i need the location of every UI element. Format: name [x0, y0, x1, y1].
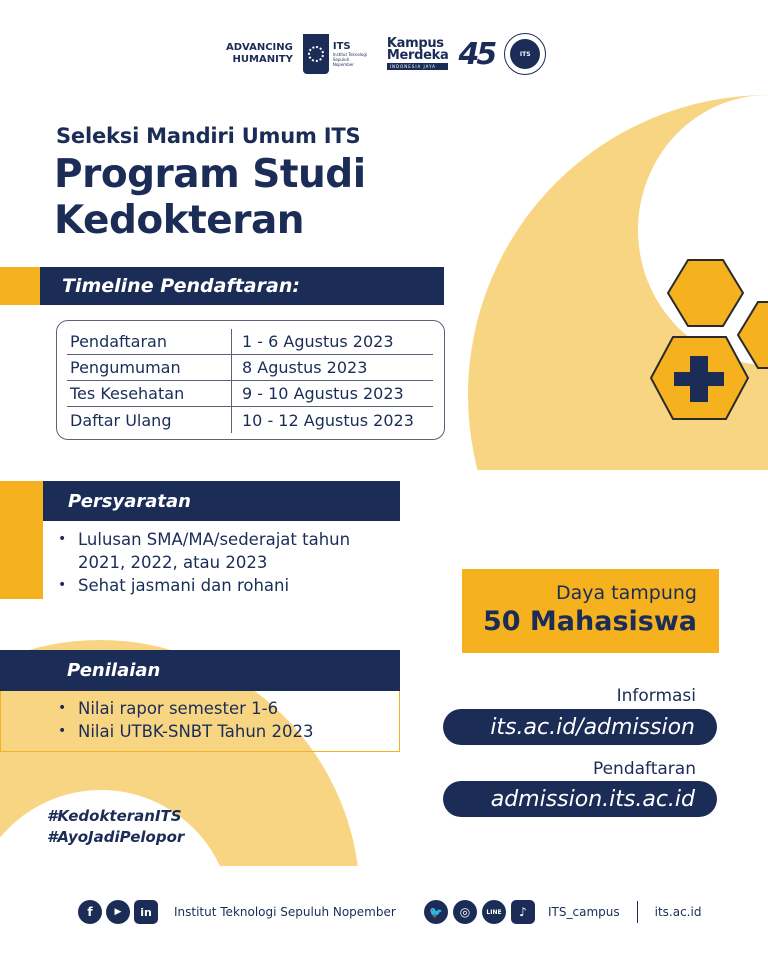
website-link[interactable]: its.ac.id	[654, 905, 702, 919]
persyaratan-accent	[0, 481, 43, 599]
persyaratan-heading: Persyaratan	[43, 481, 400, 521]
table-row: Pendaftaran 1 - 6 Agustus 2023	[67, 329, 433, 355]
info-label: Informasi	[616, 686, 696, 706]
facebook-icon[interactable]: f	[78, 900, 102, 924]
footer-left	[78, 900, 396, 924]
medical-hexagons-icon	[648, 255, 768, 425]
penilaian-list	[58, 697, 398, 743]
partner-logos	[226, 28, 546, 80]
social-handle: ITS_campus	[548, 905, 620, 919]
list-item: • Nilai rapor semester 1-6	[58, 699, 279, 718]
persyaratan-list	[58, 528, 398, 597]
page-title: Program Studi Kedokteran	[54, 152, 366, 243]
bullet-icon: •	[58, 531, 67, 547]
institution-name: Institut Teknologi Sepuluh Nopember	[174, 905, 396, 919]
youtube-icon[interactable]: ▶	[106, 900, 130, 924]
bullet-icon: •	[58, 577, 67, 593]
instagram-icon[interactable]: ◎	[453, 900, 477, 924]
advancing-humanity-logo: ADVANCING HUMANITY	[226, 42, 293, 65]
line-icon[interactable]: LINE	[482, 900, 506, 924]
twitter-icon[interactable]: 🐦	[424, 900, 448, 924]
list-item: • Lulusan SMA/MA/sederajat tahun 2021, 2022, atau 2023	[58, 530, 351, 572]
timeline-table	[56, 320, 445, 440]
reach-for-the-top-logo: ITS	[504, 33, 546, 75]
anniversary-45-logo: 45	[458, 36, 495, 72]
page-subtitle: Seleksi Mandiri Umum ITS	[56, 124, 361, 148]
timeline-heading: Timeline Pendaftaran:	[40, 267, 444, 305]
registration-link[interactable]: admission.its.ac.id	[443, 781, 717, 817]
its-logo: ITS Institut Teknologi Sepuluh Nopember	[303, 34, 371, 74]
info-link[interactable]: its.ac.id/admission	[443, 709, 717, 745]
kampus-merdeka-logo: Kampus Merdeka INDONESIA JAYA	[386, 36, 449, 69]
table-row: Pengumuman 8 Agustus 2023	[67, 355, 433, 381]
footer-divider	[637, 901, 638, 923]
list-item: • Nilai UTBK-SNBT Tahun 2023	[58, 722, 314, 741]
table-row: Tes Kesehatan 9 - 10 Agustus 2023	[67, 381, 433, 407]
bullet-icon: •	[58, 723, 67, 739]
hashtags: #KedokteranITS #AyoJadiPelopor	[47, 807, 185, 846]
list-item: • Sehat jasmani dan rohani	[58, 576, 290, 595]
capacity-box: Daya tampung 50 Mahasiswa	[462, 569, 719, 653]
timeline-accent	[0, 267, 40, 305]
bullet-icon: •	[58, 700, 67, 716]
registration-label: Pendaftaran	[592, 759, 696, 779]
its-shield-icon	[303, 34, 329, 74]
table-row: Daftar Ulang 10 - 12 Agustus 2023	[67, 407, 433, 433]
linkedin-icon[interactable]: in	[134, 900, 158, 924]
penilaian-heading: Penilaian	[0, 650, 400, 691]
tiktok-icon[interactable]: ♪	[511, 900, 535, 924]
footer-right	[424, 900, 701, 924]
